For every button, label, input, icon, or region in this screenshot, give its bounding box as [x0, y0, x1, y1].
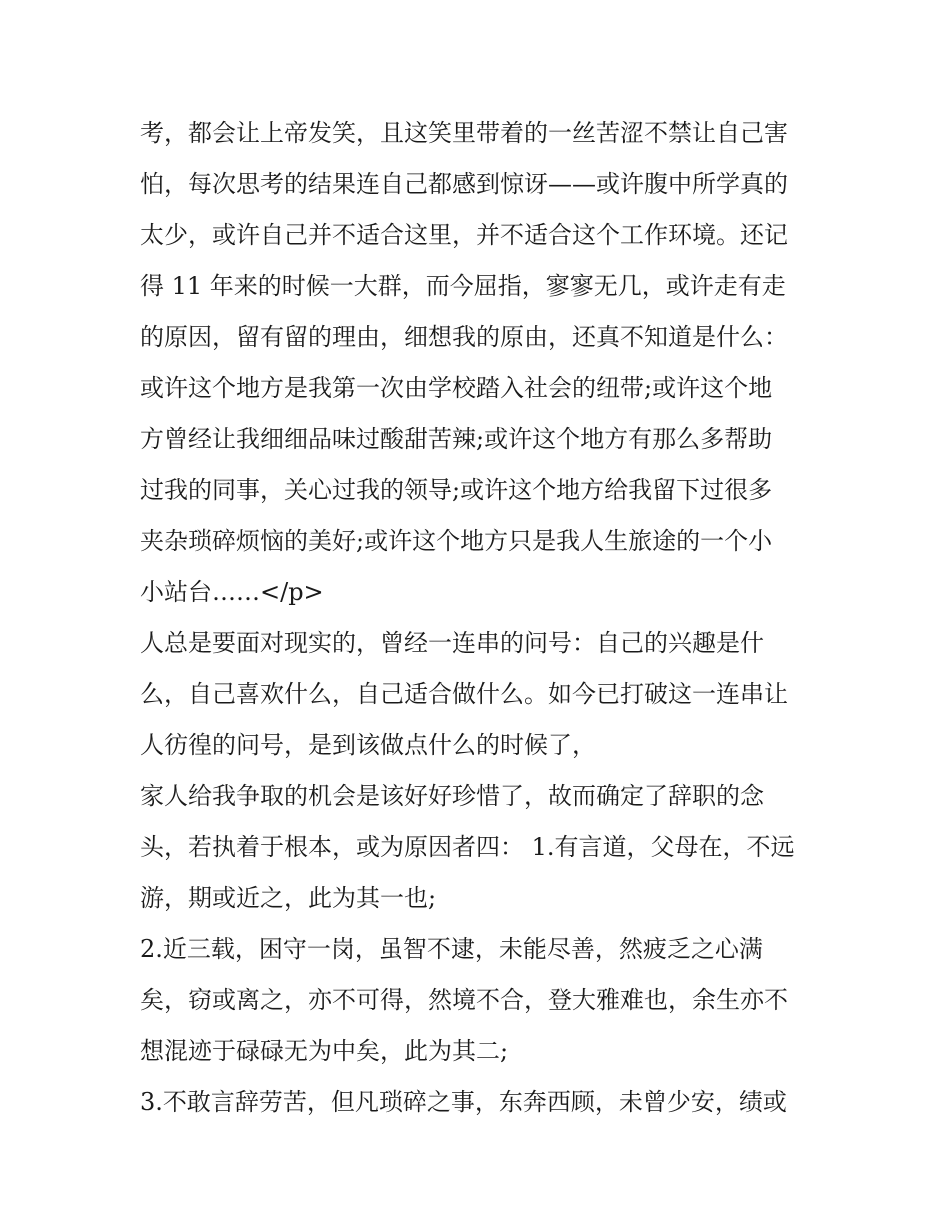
text-line: 头，若执着于根本，或为原因者四： 1.有言道，父母在，不远 [140, 833, 795, 861]
text-line: 夹杂琐碎烦恼的美好;或许这个地方只是我人生旅途的一个小 [140, 527, 773, 555]
text-line: 的原因，留有留的理由，细想我的原由，还真不知道是什么： [140, 323, 788, 351]
text-line: 么，自己喜欢什么，自己适合做什么。如今已打破这一连串让 [140, 680, 788, 708]
text-line: 3.不敢言辞劳苦，但凡琐碎之事，东奔西顾，未曾少安，绩或 [140, 1088, 787, 1116]
document-body [140, 108, 820, 1128]
text-line: 或许这个地方是我第一次由学校踏入社会的纽带;或许这个地 [140, 374, 773, 402]
text-line: 小站台……</p> [140, 578, 324, 606]
text-line: 太少，或许自己并不适合这里，并不适合这个工作环境。还记 [140, 221, 788, 249]
text-line: 想混迹于碌碌无为中矣，此为其二; [140, 1037, 509, 1065]
text-line: 人总是要面对现实的，曾经一连串的问号：自己的兴趣是什 [140, 629, 764, 657]
text-line: 怕，每次思考的结果连自己都感到惊讶——或许腹中所学真的 [140, 170, 788, 198]
text-line: 过我的同事，关心过我的领导;或许这个地方给我留下过很多 [140, 476, 773, 504]
text-line: 家人给我争取的机会是该好好珍惜了，故而确定了辞职的念 [140, 782, 764, 810]
text-line: 得 11 年来的时候一大群，而今屈指，寥寥无几，或许走有走 [140, 272, 786, 300]
text-line: 矣，窃或离之，亦不可得，然境不合，登大雅难也，余生亦不 [140, 986, 788, 1014]
text-line: 游，期或近之，此为其一也; [140, 884, 437, 912]
text-line: 2.近三载，困守一岗，虽智不逮，未能尽善，然疲乏之心满 [140, 935, 763, 963]
text-line: 方曾经让我细细品味过酸甜苦辣;或许这个地方有那么多帮助 [140, 425, 773, 453]
text-line: 人彷徨的问号，是到该做点什么的时候了， [140, 731, 596, 759]
text-line: 考，都会让上帝发笑，且这笑里带着的一丝苦涩不禁让自己害 [140, 119, 788, 147]
